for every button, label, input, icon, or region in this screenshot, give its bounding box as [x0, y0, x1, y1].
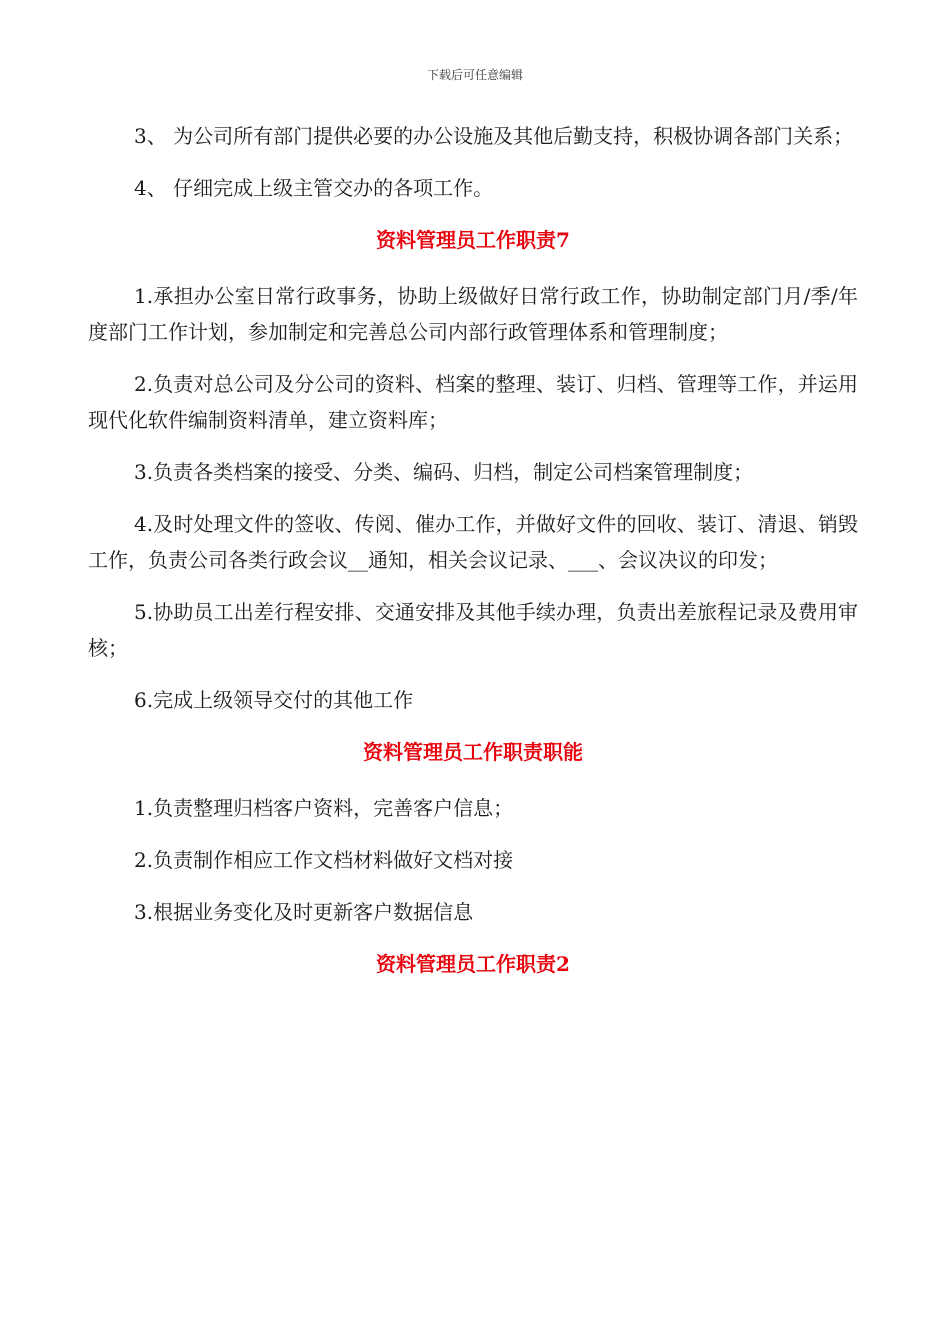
header-note: 下载后可任意编辑 [426, 68, 523, 82]
paragraph: 1.负责整理归档客户资料，完善客户信息； [134, 796, 514, 820]
document-body [88, 118, 858, 1002]
paragraph: 5.协助员工出差行程安排、交通安排及其他手续办理，负责出差旅程记录及费用审核； [88, 600, 858, 660]
paragraph: 3、 为公司所有部门提供必要的办公设施及其他后勤支持，积极协调各部门关系； [134, 124, 854, 148]
paragraph: 2.负责制作相应工作文档材料做好文档对接 [134, 848, 514, 872]
section-heading: 资料管理员工作职责职能 [363, 740, 583, 764]
paragraph: 2.负责对总公司及分公司的资料、档案的整理、装订、归档、管理等工作，并运用现代化软件编制资料清单，建立资料库； [88, 372, 858, 432]
paragraph: 3.负责各类档案的接受、分类、编码、归档，制定公司档案管理制度； [134, 460, 754, 484]
paragraph: 1.承担办公室日常行政事务，协助上级做好日常行政工作，协助制定部门月/季/年度部门工作计划，参加制定和完善总公司内部行政管理体系和管理制度； [88, 284, 858, 344]
section-heading: 资料管理员工作职责7 [376, 228, 570, 252]
paragraph: 3.根据业务变化及时更新客户数据信息 [134, 900, 474, 924]
paragraph: 4.及时处理文件的签收、传阅、催办工作，并做好文件的回收、装订、清退、销毁工作，负责公司各类行政会议__通知，相关会议记录、___、会议决议的印发； [88, 512, 858, 572]
paragraph: 4、 仔细完成上级主管交办的各项工作。 [134, 176, 494, 200]
section-heading: 资料管理员工作职责2 [376, 952, 570, 976]
paragraph: 6.完成上级领导交付的其他工作 [134, 688, 414, 712]
